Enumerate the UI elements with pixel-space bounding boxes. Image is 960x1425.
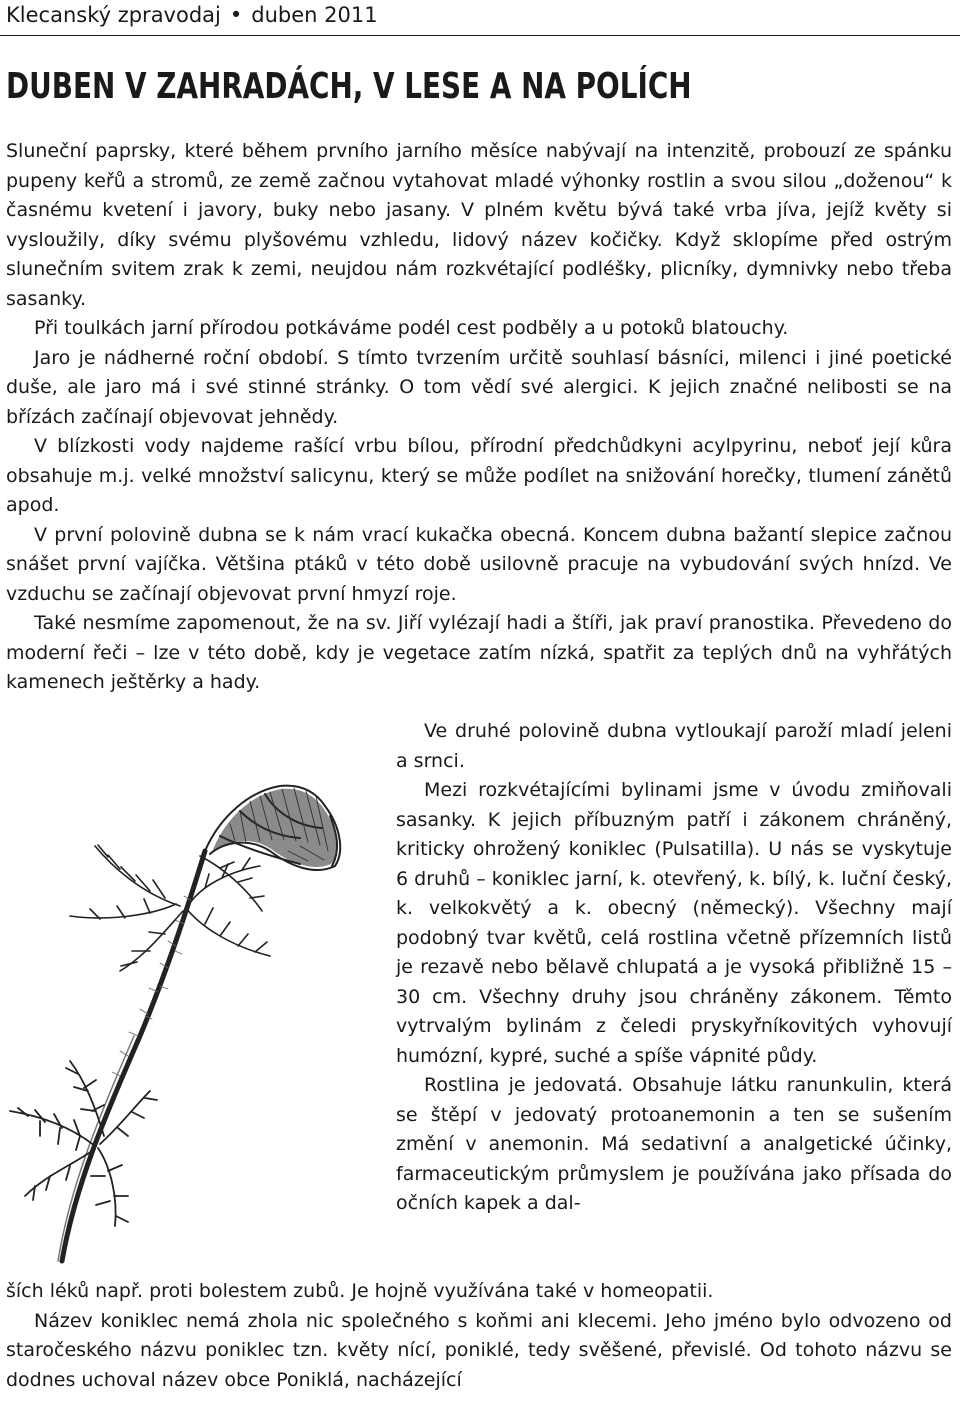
paragraph: V první polovině dubna se k nám vrací kukačka obecná. Koncem dubna bažantí slepice začnou snášet první vajíčka. Většina ptáků v této době usilovně pracuje na vybudování svých hnízd. Ve vzduchu se začínají objevovat první hmyzí roje. — [6, 523, 952, 605]
paragraph: Také nesmíme zapomenout, že na sv. Jiří vylézají hadi a štíři, jak praví pranostika. Převedeno do moderní řeči – lze v této době, kdy je vegetace zatím nízká, spatřit za teplých dnů na vyhřátých kamenech ještěrky a hady. — [6, 612, 952, 693]
paragraph: Mezi rozkvétajícími bylinami jsme v úvodu zmiňovali sasanky. K jejich příbuzným patří i zákonem chráněný, kriticky ohrožený koniklec (Pulsatilla). U nás se vyskytuje 6 druhů – koniklec jarní, k. otevřený, k. bílý, k. luční český, k. velkokvětý a k. obecný (německý). Všechny mají podobný tvar květů, celá rostlina včetně přízemních listů je rezavě nebo bělavě chlupatá a je vysoká přibližně 15 – 30 cm. Všechny druhy jsou chráněny zákonem. Těmto vytrvalým bylinám z čeledi pryskyřníkovitých vyhovují humózní, kypré, suché a spíše vápnité půdy. — [396, 779, 952, 1067]
paragraph: Sluneční paprsky, které během prvního jarního měsíce nabývají na intenzitě, probouzí ze spánku pupeny keřů a stromů, ze země začnou vytahovat mladé výhonky rostlin a svou silou „doženou“ k časnému kvetení i javory, buky nebo jasany. V plném květu bývá také vrba jíva, jejíž květy si vysloužily, díky svému plyšovému vzhledu, lidový název kočičky. Když sklopíme před ostrým slunečním svitem zrak k zemi, neujdou nám rozkvétající podléšky, plicníky, dymnivky nebo třeba sasanky. — [6, 140, 952, 310]
paragraph: Rostlina je jedovatá. Obsahuje látku ranunkulin, která se štěpí v jedovatý protoanemonin a ten se sušením změní v anemonin. Má sedativní a analgetické účinky, farmaceutickým průmyslem je používána jako přísada do očních kapek a dal- — [396, 1074, 952, 1214]
article-continuation — [6, 1277, 952, 1395]
paragraph: Jaro je nádherné roční období. S tímto tvrzením určitě souhlasí básníci, milenci i jiné poetické duše, ale jaro má i své stinné stránky. O tom vědí své alergici. K jejich značné nelibosti se na břízách začínají objevovat jehnědy. — [6, 346, 952, 428]
side-column-text — [396, 717, 952, 1219]
paragraph: Při toulkách jarní přírodou potkáváme podél cest podběly a u potoků blatouchy. — [34, 317, 789, 339]
paragraph: ších léků např. proti bolestem zubů. Je hojně využívána také v homeopatii. — [6, 1280, 714, 1302]
article-intro — [6, 137, 952, 698]
paragraph: V blízkosti vody najdeme rašící vrbu bílou, přírodní předchůdkyni acylpyrinu, neboť její kůra obsahuje m.j. velké množství salicynu, který se může podílet na snižování horečky, tlumení zánětů apod. — [6, 435, 952, 516]
paragraph: Název koniklec nemá zhola nic společného s koňmi ani klecemi. Jeho jméno bylo odvozeno od staročeského názvu poniklec tzn. květy nící, poniklé, tedy svěšené, převislé. Od tohoto názvu se dodnes uchoval název obce Poniklá, nacházející — [6, 1309, 952, 1391]
flower-drawing — [0, 756, 388, 1276]
article-title: DUBEN V ZAHRADÁCH, V LESE A NA POLÍCH — [6, 66, 692, 107]
header-separator: • — [229, 3, 243, 27]
paragraph: Ve druhé polovině dubna vytloukají paroží mladí jeleni a srnci. — [396, 720, 952, 772]
issue-date: duben 2011 — [251, 3, 378, 27]
koniklec-flower-illustration — [0, 756, 388, 1276]
header-rule — [0, 35, 960, 36]
running-header — [6, 0, 378, 30]
publication-name: Klecanský zpravodaj — [6, 3, 221, 27]
